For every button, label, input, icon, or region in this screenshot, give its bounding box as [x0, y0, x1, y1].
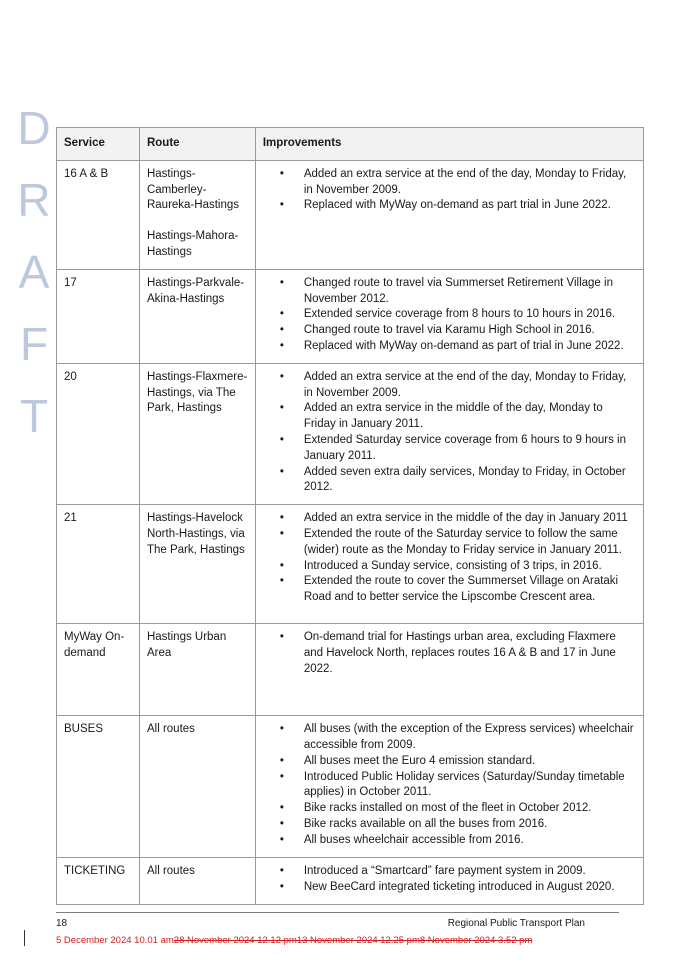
improvement-item: • All buses (with the exception of the Express services) wheelchair accessible from 2009. — [304, 722, 637, 754]
route-line: Hastings Urban — [146, 631, 227, 644]
service-cell: BUSES — [57, 716, 140, 858]
improvements-cell — [255, 269, 643, 363]
service-cell: MyWay On-demand — [57, 624, 140, 716]
improvement-item: • Replaced with MyWay on-demand as part trial in June 2022. — [304, 198, 637, 214]
improvement-item: • Introduced a “Smartcard” fare payment system in 2009. — [304, 864, 637, 880]
improvements-cell — [255, 505, 643, 624]
improvement-item: • Added an extra service in the middle of the day in January 2011 — [304, 511, 637, 527]
watermark-letter: F — [19, 318, 49, 370]
watermark-letter: D — [17, 102, 51, 154]
improvement-item: • New BeeCard integrated ticketing introduced in August 2020. — [304, 880, 637, 896]
improvements-cell — [255, 858, 643, 905]
table-body — [57, 160, 644, 904]
improvements-table — [56, 127, 644, 905]
improvement-item: • Added an extra service at the end of the day, Monday to Friday, in November 2009. — [304, 370, 637, 402]
improvements-list — [263, 722, 637, 848]
table-row — [57, 160, 644, 269]
improvement-item: • Introduced a Sunday service, consisting of 3 trips, in 2016. — [304, 559, 637, 575]
revision-bar — [24, 930, 25, 946]
table-row — [57, 269, 644, 363]
route-cell — [139, 160, 255, 269]
date-struck: 28 November 2024 12.12 pm13 November 2024 12.25 pm8 November 2024 3.52 pm — [173, 935, 533, 946]
route-line: Hastings- — [146, 167, 196, 180]
route-line: Park, Hastings — [146, 402, 222, 415]
draft-watermark — [12, 92, 56, 452]
service-cell: 17 — [57, 269, 140, 363]
route-cell — [139, 624, 255, 716]
improvement-item: • Changed route to travel via Karamu High School in 2016. — [304, 323, 637, 339]
improvements-list — [263, 864, 637, 896]
improvements-cell — [255, 363, 643, 504]
route-line: All routes — [146, 723, 195, 736]
improvements-list — [263, 511, 637, 606]
route-line: Hastings — [146, 245, 192, 258]
watermark-letter: T — [19, 390, 49, 442]
improvement-item: • Bike racks installed on most of the fleet in October 2012. — [304, 801, 637, 817]
improvement-item: • Bike racks available on all the buses from 2016. — [304, 817, 637, 833]
route-line: Hastings-Parkvale- — [146, 276, 245, 289]
document-title: Regional Public Transport Plan — [447, 918, 585, 929]
route-line: Raureka-Hastings — [146, 199, 240, 212]
watermark-letter: R — [17, 174, 51, 226]
improvement-item: • All buses meet the Euro 4 emission standard. — [304, 754, 637, 770]
route-cell — [139, 505, 255, 624]
route-line: Hastings-Flaxmere- — [146, 370, 248, 383]
route-line: Area — [146, 646, 172, 659]
table-row — [57, 716, 644, 858]
improvement-item: • All buses wheelchair accessible from 2016. — [304, 833, 637, 849]
improvements-cell — [255, 160, 643, 269]
improvement-item: • On-demand trial for Hastings urban area, excluding Flaxmere and Havelock North, replaces routes 16 A & B and 17 in June 2022. — [304, 630, 637, 677]
route-cell — [139, 716, 255, 858]
improvement-item: • Extended Saturday service coverage from 6 hours to 9 hours in January 2011. — [304, 433, 637, 465]
service-cell: 20 — [57, 363, 140, 504]
route-cell — [139, 363, 255, 504]
date-current: 5 December 2024 10.01 am — [56, 935, 174, 946]
route-spacer — [147, 214, 249, 229]
route-line: Hastings-Mahora- — [146, 230, 239, 243]
route-cell — [139, 858, 255, 905]
improvement-item: • Extended service coverage from 8 hours to 10 hours in 2016. — [304, 307, 637, 323]
table-row — [57, 858, 644, 905]
service-cell: 21 — [57, 505, 140, 624]
route-line: North-Hastings, via — [146, 527, 245, 540]
table-row — [57, 363, 644, 504]
improvement-item: • Replaced with MyWay on-demand as part of trial in June 2022. — [304, 339, 637, 355]
header-improvements: Improvements — [255, 128, 643, 161]
improvements-cell — [255, 624, 643, 716]
header-service: Service — [57, 128, 140, 161]
improvements-list — [263, 167, 637, 214]
improvements-list — [263, 370, 637, 496]
page-number: 18 — [56, 918, 68, 929]
route-cell — [139, 269, 255, 363]
improvement-item: • Introduced Public Holiday services (Saturday/Sunday timetable applies) in October 2011. — [304, 770, 637, 802]
improvements-list — [263, 630, 637, 677]
service-cell: TICKETING — [57, 858, 140, 905]
table-header-row — [57, 128, 644, 161]
footer-divider — [56, 912, 619, 913]
improvement-item: • Changed route to travel via Summerset Retirement Village in November 2012. — [304, 276, 637, 308]
route-line: Akina-Hastings — [146, 292, 225, 305]
improvements-cell — [255, 716, 643, 858]
revision-datestamp — [56, 935, 532, 946]
route-line: Camberley- — [146, 183, 207, 196]
service-cell: 16 A & B — [57, 160, 140, 269]
route-line: Hastings-Havelock — [146, 512, 243, 525]
table-row — [57, 505, 644, 624]
table-row — [57, 624, 644, 716]
watermark-letter: A — [18, 246, 50, 298]
improvement-item: • Extended the route of the Saturday service to follow the same (wider) route as the Monday to Friday service in January 2011. — [304, 527, 637, 559]
header-route: Route — [139, 128, 255, 161]
improvement-item: • Added an extra service in the middle of the day, Monday to Friday in January 2011. — [304, 401, 637, 433]
improvements-list — [263, 276, 637, 355]
route-line: The Park, Hastings — [146, 543, 245, 556]
route-line: All routes — [146, 865, 195, 878]
improvement-item: • Added seven extra daily services, Monday to Friday, in October 2012. — [304, 465, 637, 497]
route-line: Hastings, via The — [146, 386, 236, 399]
improvement-item: • Extended the route to cover the Summerset Village on Arataki Road and to better service the Lipscombe Crescent area. — [304, 574, 637, 606]
improvement-item: • Added an extra service at the end of the day, Monday to Friday, in November 2009. — [304, 167, 637, 199]
